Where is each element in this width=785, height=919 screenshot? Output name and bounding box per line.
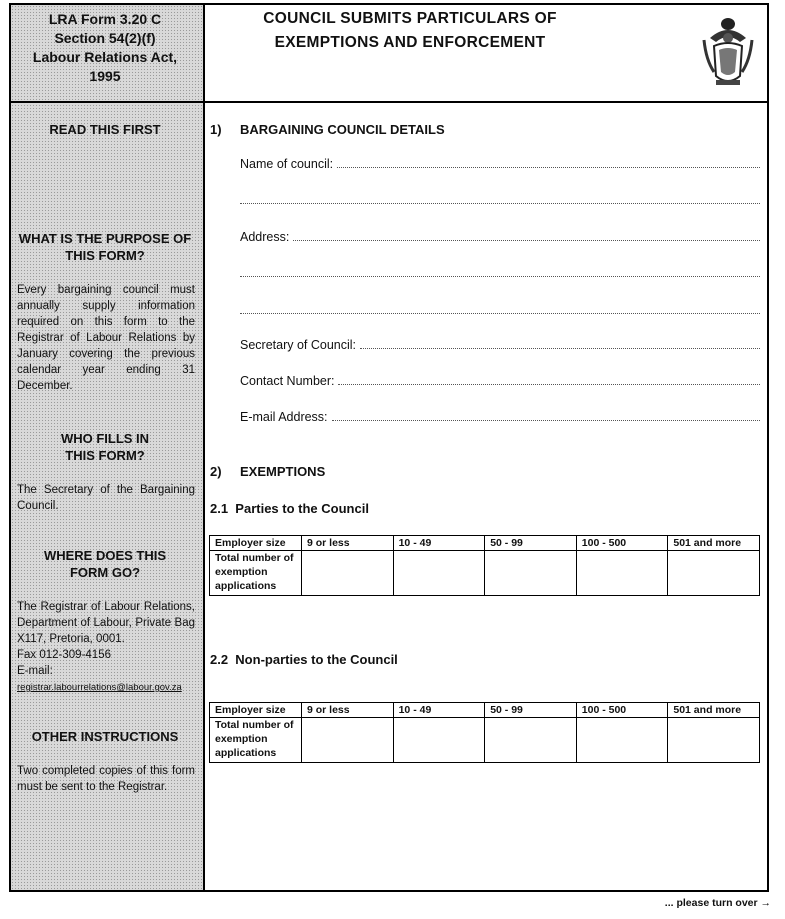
header-divider <box>11 101 767 103</box>
other-text: Two completed copies of this form must be sent to the Registrar. <box>17 765 195 793</box>
entry-cell[interactable] <box>576 551 668 596</box>
entry-cell[interactable] <box>576 718 668 763</box>
entry-cell[interactable] <box>668 551 760 596</box>
where-heading: WHERE DOES THIS FORM GO? <box>43 548 167 580</box>
section2-number: 2) <box>210 464 222 479</box>
section1-heading: BARGAINING COUNCIL DETAILS <box>240 122 445 137</box>
entry-cell[interactable] <box>393 551 485 596</box>
entry-cell[interactable] <box>668 718 760 763</box>
form-title: COUNCIL SUBMITS PARTICULARS OF EXEMPTIONS AND ENFORCEMENT <box>263 10 557 51</box>
address-line-3[interactable] <box>240 313 760 314</box>
other-heading: OTHER INSTRUCTIONS <box>31 729 179 744</box>
address-field[interactable]: Address: <box>240 230 760 244</box>
entry-cell[interactable] <box>393 718 485 763</box>
parties-table <box>209 535 760 596</box>
turn-over-note: ... please turn over → <box>664 897 771 909</box>
subsection-non-parties: 2.2 Non-parties to the Council <box>210 652 398 667</box>
contact-number-field[interactable]: Contact Number: <box>240 374 760 388</box>
entry-cell[interactable] <box>302 551 394 596</box>
read-first-heading: READ THIS FIRST <box>49 122 161 137</box>
section2-heading: EXEMPTIONS <box>240 464 326 479</box>
who-text: The Secretary of the Bargaining Council. <box>17 484 195 512</box>
subsection-parties: 2.1 Parties to the Council <box>210 501 369 516</box>
table-header-row: Employer size 9 or less 10 - 49 50 - 99 100 - 500 501 and more <box>210 536 760 551</box>
email-address-field[interactable]: E-mail Address: <box>240 410 760 424</box>
section1-number: 1) <box>210 122 222 137</box>
form-identifier: LRA Form 3.20 C Section 54(2)(f) Labour Relations Act, 1995 <box>32 11 178 84</box>
purpose-text: Every bargaining council must annually supply information required on this form to the Registrar of Labour Relations by January covering the previous calendar year ending 31 December. <box>17 284 195 392</box>
address-line-2[interactable] <box>240 276 760 277</box>
table-row: Total number of exemption applications <box>210 718 760 763</box>
table-header-row: Employer size 9 or less 10 - 49 50 - 99 100 - 500 501 and more <box>210 703 760 718</box>
non-parties-table <box>209 702 760 763</box>
council-name-field[interactable]: Name of council: <box>240 157 760 171</box>
council-name-line-2[interactable] <box>240 203 760 204</box>
coat-of-arms-icon <box>700 16 756 88</box>
who-heading: WHO FILLS IN THIS FORM? <box>60 431 150 463</box>
vertical-divider <box>203 5 205 890</box>
entry-cell[interactable] <box>485 718 577 763</box>
where-text: The Registrar of Labour Relations, Department of Labour, Private Bag X117, Pretoria, 0001. Fax 012-309-4156 E-mail: registrar.labourrelations@labour.gov.za <box>17 601 195 693</box>
entry-cell[interactable] <box>485 551 577 596</box>
entry-cell[interactable] <box>302 718 394 763</box>
email-link[interactable]: registrar.labourrelations@labour.gov.za <box>17 682 182 693</box>
table-row: Total number of exemption applications <box>210 551 760 596</box>
secretary-field[interactable]: Secretary of Council: <box>240 338 760 352</box>
purpose-heading: WHAT IS THE PURPOSE OF THIS FORM? <box>18 231 192 263</box>
